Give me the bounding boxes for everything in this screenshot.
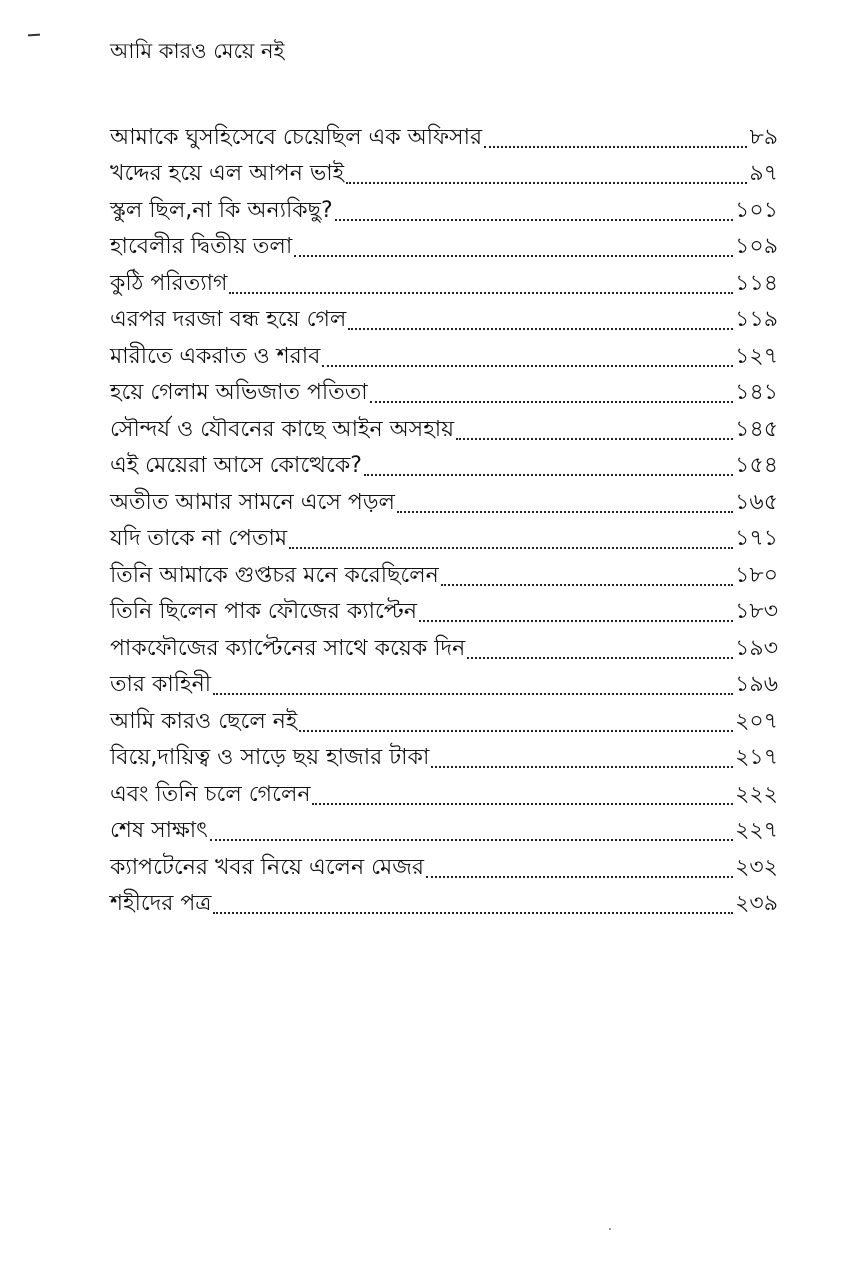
toc-entry <box>110 700 778 737</box>
toc-entry <box>110 408 778 445</box>
toc-entry <box>110 153 778 190</box>
toc-entry-page: ৯৭ <box>749 161 778 186</box>
dot-leader <box>346 182 747 184</box>
toc-entry <box>110 372 778 409</box>
toc-entry <box>110 189 778 226</box>
toc-entry <box>110 262 778 299</box>
toc-entry-page: ১০১ <box>735 197 778 223</box>
dot-leader <box>484 146 747 148</box>
toc-entry <box>110 226 778 263</box>
toc-entry-title: বিয়ে,দায়িত্ব ও সাড়ে ছয় হাজার টাকা <box>110 745 430 770</box>
toc-entry-page: ১৯৩ <box>735 635 778 661</box>
toc-entry <box>110 627 778 664</box>
dot-leader <box>312 803 733 805</box>
toc-entry-page: ২২২ <box>735 781 778 807</box>
toc-entry-page: ১০৯ <box>735 234 778 259</box>
toc-entry <box>110 846 778 883</box>
toc-entry <box>110 773 778 810</box>
toc-entry-title: এবং তিনি চলে গেলেন <box>110 781 311 807</box>
toc-entry-title: এই মেয়েরা আসে কোত্থেকে? <box>110 453 362 478</box>
toc-entry <box>110 664 778 701</box>
toc-entry <box>110 481 778 518</box>
toc-entry <box>110 554 778 591</box>
toc-entry <box>110 116 778 153</box>
toc-entry-page: ১৫৪ <box>735 453 778 478</box>
toc-entry-page: ২৩৯ <box>735 891 778 916</box>
toc-entry <box>110 518 778 555</box>
toc-entry-title: শহীদের পত্র <box>110 891 212 916</box>
paper-speck <box>609 1228 611 1230</box>
toc-entry-page: ১৭১ <box>735 526 778 551</box>
toc-entry-page: ২০৭ <box>735 708 778 734</box>
page-mark <box>28 34 40 37</box>
toc-entry-title: শেষ সাক্ষাৎ <box>110 818 208 843</box>
toc-entry <box>110 299 778 336</box>
toc-entry-page: ২২৭ <box>735 818 778 843</box>
dot-leader <box>364 474 733 476</box>
table-of-contents <box>110 116 778 919</box>
toc-entry <box>110 335 778 372</box>
toc-entry-title: এরপর দরজা বন্ধ হয়ে গেল <box>110 307 347 332</box>
toc-entry <box>110 883 778 920</box>
dot-leader <box>431 766 733 768</box>
toc-entry-title: তার কাহিনী <box>110 672 212 697</box>
toc-entry <box>110 737 778 774</box>
toc-entry-page: ২৩২ <box>735 854 778 880</box>
toc-entry-page: ৮৯ <box>749 124 778 150</box>
toc-entry-title: পাকফৌজের ক্যাপ্টেনের সাথে কয়েক দিন <box>110 635 466 661</box>
dot-leader <box>213 693 733 695</box>
dot-leader <box>213 912 733 914</box>
toc-entry-title: মারীতে একরাত ও শরাব <box>110 343 321 369</box>
dot-leader <box>467 657 733 659</box>
dot-leader <box>210 839 733 841</box>
dot-leader <box>294 255 733 257</box>
toc-entry-title: হয়ে গেলাম অভিজাত পতিতা <box>110 380 368 405</box>
dot-leader <box>397 511 733 513</box>
toc-entry-title: ক্যাপটেনের খবর নিয়ে এলেন মেজর <box>110 854 425 880</box>
toc-entry-page: ১১৪ <box>735 270 778 296</box>
toc-entry <box>110 591 778 628</box>
toc-entry-title: সৌন্দর্য ও যৌবনের কাছে আইন অসহায় <box>110 416 455 442</box>
dot-leader <box>322 365 733 367</box>
toc-entry-title: কুঠি পরিত্যাগ <box>110 270 228 296</box>
toc-entry-title: আমাকে ঘুসহিসেবে চেয়েছিল এক অফিসার <box>110 124 483 150</box>
toc-entry-title: তিনি আমাকে গুপ্তচর মনে করেছিলেন <box>110 562 439 588</box>
dot-leader <box>348 328 733 330</box>
dot-leader <box>426 876 733 878</box>
toc-entry-page: ১৮৩ <box>735 599 778 624</box>
dot-leader <box>456 438 733 440</box>
toc-entry-title: যদি তাকে না পেতাম <box>110 526 288 551</box>
toc-entry-page: ১২৭ <box>735 343 778 369</box>
toc-entry <box>110 810 778 847</box>
dot-leader <box>289 547 733 549</box>
toc-entry-page: ১৪৫ <box>735 416 778 442</box>
dot-leader <box>419 620 733 622</box>
toc-entry-title: স্কুল ছিল,না কি অন্যকিছু? <box>110 197 333 223</box>
toc-entry-page: ১৪১ <box>735 380 778 405</box>
running-title: আমি কারও মেয়ে নই <box>110 39 285 63</box>
dot-leader <box>441 584 733 586</box>
toc-entry-title: তিনি ছিলেন পাক ফৌজের ক্যাপ্টেন <box>110 599 417 624</box>
toc-entry-page: ১১৯ <box>735 307 778 332</box>
toc-entry-page: ১৮০ <box>735 562 778 588</box>
toc-entry-page: ১৯৬ <box>735 672 778 697</box>
toc-entry-title: হাবেলীর দ্বিতীয় তলা <box>110 234 293 259</box>
toc-entry-title: খদ্দের হয়ে এল আপন ভাই <box>110 161 345 186</box>
toc-entry-page: ১৬৫ <box>735 489 778 515</box>
dot-leader <box>335 219 733 221</box>
toc-entry-title: অতীত আমার সামনে এসে পড়ল <box>110 489 395 515</box>
toc-entry <box>110 445 778 482</box>
dot-leader <box>370 401 734 403</box>
dot-leader <box>229 292 733 294</box>
toc-entry-page: ২১৭ <box>735 745 778 770</box>
dot-leader <box>299 730 733 732</box>
toc-entry-title: আমি কারও ছেলে নই <box>110 708 298 734</box>
